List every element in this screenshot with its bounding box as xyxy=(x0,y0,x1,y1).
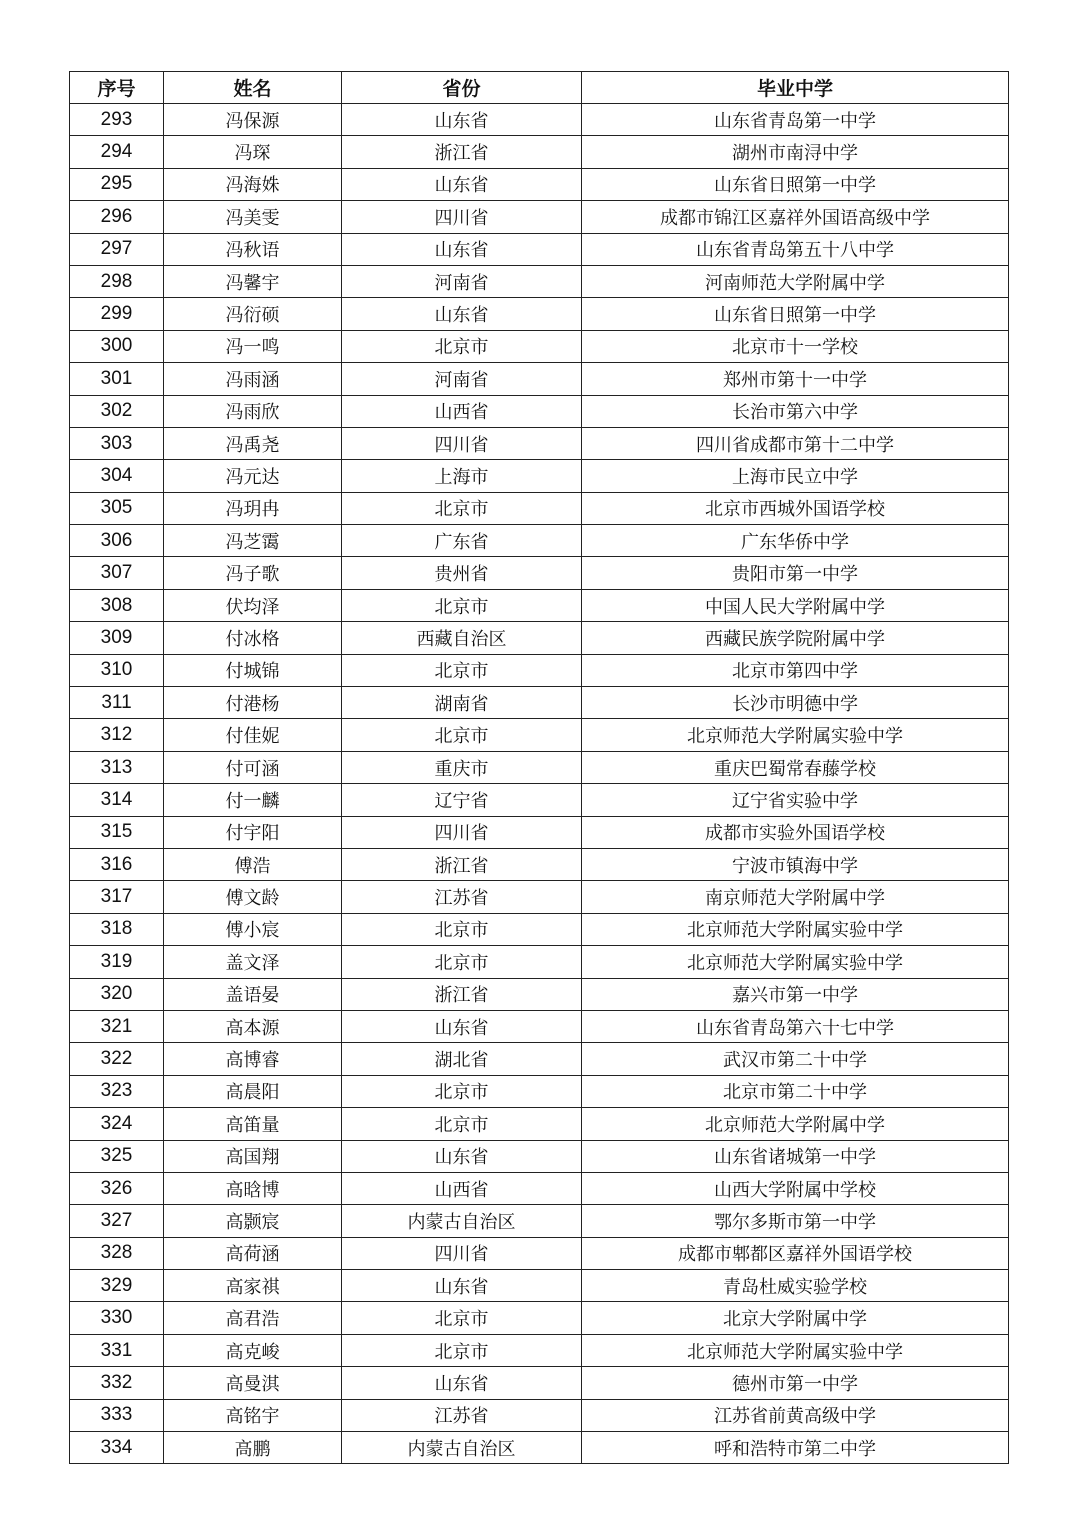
table-row xyxy=(70,881,1009,913)
cell-name: 付港杨 xyxy=(164,687,342,719)
table-row xyxy=(70,1399,1009,1431)
cell-school: 北京市第四中学 xyxy=(582,654,1009,686)
cell-index: 295 xyxy=(70,168,164,200)
cell-province: 内蒙古自治区 xyxy=(342,1432,582,1464)
cell-index: 331 xyxy=(70,1334,164,1366)
cell-province: 北京市 xyxy=(342,1108,582,1140)
cell-index: 311 xyxy=(70,687,164,719)
table-row xyxy=(70,946,1009,978)
cell-index: 333 xyxy=(70,1399,164,1431)
cell-index: 324 xyxy=(70,1108,164,1140)
cell-province: 北京市 xyxy=(342,1334,582,1366)
cell-name: 高晗博 xyxy=(164,1172,342,1204)
cell-school: 北京师范大学附属实验中学 xyxy=(582,913,1009,945)
table-row xyxy=(70,460,1009,492)
cell-index: 312 xyxy=(70,719,164,751)
cell-province: 山东省 xyxy=(342,104,582,136)
cell-school: 山东省青岛第六十七中学 xyxy=(582,1010,1009,1042)
cell-province: 上海市 xyxy=(342,460,582,492)
cell-school: 广东华侨中学 xyxy=(582,525,1009,557)
cell-school: 辽宁省实验中学 xyxy=(582,784,1009,816)
cell-province: 四川省 xyxy=(342,201,582,233)
cell-school: 宁波市镇海中学 xyxy=(582,848,1009,880)
table-row xyxy=(70,395,1009,427)
table-row xyxy=(70,816,1009,848)
cell-name: 冯禹尧 xyxy=(164,427,342,459)
cell-province: 内蒙古自治区 xyxy=(342,1205,582,1237)
cell-province: 北京市 xyxy=(342,913,582,945)
cell-name: 傅浩 xyxy=(164,848,342,880)
cell-index: 316 xyxy=(70,848,164,880)
cell-name: 高颢宸 xyxy=(164,1205,342,1237)
table-row xyxy=(70,201,1009,233)
cell-province: 湖北省 xyxy=(342,1043,582,1075)
cell-province: 河南省 xyxy=(342,363,582,395)
cell-province: 广东省 xyxy=(342,525,582,557)
cell-school: 中国人民大学附属中学 xyxy=(582,589,1009,621)
cell-school: 鄂尔多斯市第一中学 xyxy=(582,1205,1009,1237)
cell-name: 高本源 xyxy=(164,1010,342,1042)
cell-school: 山东省日照第一中学 xyxy=(582,298,1009,330)
table-row xyxy=(70,751,1009,783)
cell-province: 山东省 xyxy=(342,233,582,265)
cell-province: 北京市 xyxy=(342,719,582,751)
cell-name: 高家祺 xyxy=(164,1270,342,1302)
table-row xyxy=(70,654,1009,686)
header-name: 姓名 xyxy=(164,72,342,104)
table-row xyxy=(70,784,1009,816)
table-row xyxy=(70,1432,1009,1464)
header-school: 毕业中学 xyxy=(582,72,1009,104)
cell-name: 高荷涵 xyxy=(164,1237,342,1269)
table-row xyxy=(70,1237,1009,1269)
cell-name: 高晨阳 xyxy=(164,1075,342,1107)
cell-index: 302 xyxy=(70,395,164,427)
cell-province: 贵州省 xyxy=(342,557,582,589)
cell-school: 北京大学附属中学 xyxy=(582,1302,1009,1334)
cell-school: 成都市郫都区嘉祥外国语学校 xyxy=(582,1237,1009,1269)
cell-index: 297 xyxy=(70,233,164,265)
table-row xyxy=(70,1205,1009,1237)
cell-province: 西藏自治区 xyxy=(342,622,582,654)
cell-school: 武汉市第二十中学 xyxy=(582,1043,1009,1075)
cell-school: 北京市第二十中学 xyxy=(582,1075,1009,1107)
cell-school: 北京师范大学附属实验中学 xyxy=(582,719,1009,751)
cell-school: 山东省日照第一中学 xyxy=(582,168,1009,200)
cell-province: 辽宁省 xyxy=(342,784,582,816)
cell-index: 307 xyxy=(70,557,164,589)
cell-school: 郑州市第十一中学 xyxy=(582,363,1009,395)
cell-school: 青岛杜威实验学校 xyxy=(582,1270,1009,1302)
table-row xyxy=(70,1108,1009,1140)
cell-name: 冯馨宇 xyxy=(164,265,342,297)
table-body xyxy=(70,104,1009,1464)
cell-school: 江苏省前黄高级中学 xyxy=(582,1399,1009,1431)
table-row xyxy=(70,492,1009,524)
cell-school: 德州市第一中学 xyxy=(582,1367,1009,1399)
cell-index: 320 xyxy=(70,978,164,1010)
cell-name: 盖语晏 xyxy=(164,978,342,1010)
cell-name: 高克峻 xyxy=(164,1334,342,1366)
cell-name: 冯雨涵 xyxy=(164,363,342,395)
cell-name: 高铭宇 xyxy=(164,1399,342,1431)
cell-province: 北京市 xyxy=(342,946,582,978)
cell-name: 高国翔 xyxy=(164,1140,342,1172)
cell-index: 318 xyxy=(70,913,164,945)
cell-province: 山西省 xyxy=(342,1172,582,1204)
cell-province: 重庆市 xyxy=(342,751,582,783)
table-row xyxy=(70,104,1009,136)
cell-index: 334 xyxy=(70,1432,164,1464)
cell-index: 326 xyxy=(70,1172,164,1204)
cell-name: 冯芝霭 xyxy=(164,525,342,557)
table-row xyxy=(70,265,1009,297)
cell-province: 江苏省 xyxy=(342,881,582,913)
table-row xyxy=(70,1270,1009,1302)
cell-name: 高博睿 xyxy=(164,1043,342,1075)
cell-school: 成都市实验外国语学校 xyxy=(582,816,1009,848)
cell-province: 北京市 xyxy=(342,1075,582,1107)
cell-name: 冯玥冉 xyxy=(164,492,342,524)
table-row xyxy=(70,525,1009,557)
cell-school: 贵阳市第一中学 xyxy=(582,557,1009,589)
cell-school: 长沙市明德中学 xyxy=(582,687,1009,719)
cell-school: 成都市锦江区嘉祥外国语高级中学 xyxy=(582,201,1009,233)
cell-province: 湖南省 xyxy=(342,687,582,719)
cell-school: 山东省青岛第一中学 xyxy=(582,104,1009,136)
cell-name: 高曼淇 xyxy=(164,1367,342,1399)
cell-province: 北京市 xyxy=(342,330,582,362)
cell-school: 上海市民立中学 xyxy=(582,460,1009,492)
table-row xyxy=(70,848,1009,880)
cell-name: 冯子歌 xyxy=(164,557,342,589)
table-row xyxy=(70,719,1009,751)
table-header-row xyxy=(70,72,1009,104)
cell-name: 冯保源 xyxy=(164,104,342,136)
cell-province: 北京市 xyxy=(342,589,582,621)
cell-school: 呼和浩特市第二中学 xyxy=(582,1432,1009,1464)
table-row xyxy=(70,233,1009,265)
cell-index: 327 xyxy=(70,1205,164,1237)
table-row xyxy=(70,427,1009,459)
cell-school: 长治市第六中学 xyxy=(582,395,1009,427)
cell-school: 山东省诸城第一中学 xyxy=(582,1140,1009,1172)
header-index: 序号 xyxy=(70,72,164,104)
cell-name: 冯雨欣 xyxy=(164,395,342,427)
cell-province: 浙江省 xyxy=(342,978,582,1010)
cell-index: 306 xyxy=(70,525,164,557)
cell-school: 北京师范大学附属实验中学 xyxy=(582,1334,1009,1366)
cell-index: 304 xyxy=(70,460,164,492)
cell-name: 高君浩 xyxy=(164,1302,342,1334)
cell-index: 310 xyxy=(70,654,164,686)
cell-province: 山东省 xyxy=(342,1140,582,1172)
cell-index: 299 xyxy=(70,298,164,330)
cell-school: 西藏民族学院附属中学 xyxy=(582,622,1009,654)
cell-province: 浙江省 xyxy=(342,136,582,168)
cell-index: 330 xyxy=(70,1302,164,1334)
cell-index: 315 xyxy=(70,816,164,848)
table-row xyxy=(70,1043,1009,1075)
table-row xyxy=(70,298,1009,330)
cell-name: 盖文泽 xyxy=(164,946,342,978)
cell-index: 328 xyxy=(70,1237,164,1269)
cell-name: 冯美雯 xyxy=(164,201,342,233)
cell-index: 309 xyxy=(70,622,164,654)
cell-province: 四川省 xyxy=(342,1237,582,1269)
cell-province: 山东省 xyxy=(342,168,582,200)
cell-school: 山西大学附属中学校 xyxy=(582,1172,1009,1204)
cell-name: 伏均泽 xyxy=(164,589,342,621)
table-row xyxy=(70,1010,1009,1042)
cell-name: 付可涵 xyxy=(164,751,342,783)
cell-index: 323 xyxy=(70,1075,164,1107)
cell-name: 冯一鸣 xyxy=(164,330,342,362)
cell-index: 314 xyxy=(70,784,164,816)
cell-school: 南京师范大学附属中学 xyxy=(582,881,1009,913)
table-row xyxy=(70,1172,1009,1204)
cell-province: 四川省 xyxy=(342,427,582,459)
cell-province: 山东省 xyxy=(342,1367,582,1399)
table-row xyxy=(70,1334,1009,1366)
cell-province: 江苏省 xyxy=(342,1399,582,1431)
cell-province: 山东省 xyxy=(342,1010,582,1042)
table-row xyxy=(70,1075,1009,1107)
cell-name: 傅小宸 xyxy=(164,913,342,945)
cell-index: 332 xyxy=(70,1367,164,1399)
cell-school: 嘉兴市第一中学 xyxy=(582,978,1009,1010)
cell-province: 浙江省 xyxy=(342,848,582,880)
cell-name: 傅文龄 xyxy=(164,881,342,913)
cell-name: 冯衍硕 xyxy=(164,298,342,330)
cell-index: 303 xyxy=(70,427,164,459)
cell-name: 付一麟 xyxy=(164,784,342,816)
cell-index: 301 xyxy=(70,363,164,395)
cell-name: 冯秋语 xyxy=(164,233,342,265)
table-row xyxy=(70,1140,1009,1172)
cell-index: 305 xyxy=(70,492,164,524)
cell-province: 北京市 xyxy=(342,654,582,686)
cell-province: 山东省 xyxy=(342,1270,582,1302)
cell-school: 山东省青岛第五十八中学 xyxy=(582,233,1009,265)
cell-index: 300 xyxy=(70,330,164,362)
cell-index: 319 xyxy=(70,946,164,978)
header-province: 省份 xyxy=(342,72,582,104)
table-row xyxy=(70,168,1009,200)
cell-province: 北京市 xyxy=(342,492,582,524)
cell-name: 高鹏 xyxy=(164,1432,342,1464)
cell-index: 329 xyxy=(70,1270,164,1302)
cell-school: 北京市西城外国语学校 xyxy=(582,492,1009,524)
cell-index: 313 xyxy=(70,751,164,783)
cell-index: 317 xyxy=(70,881,164,913)
table-row xyxy=(70,589,1009,621)
table-row xyxy=(70,330,1009,362)
cell-name: 付宇阳 xyxy=(164,816,342,848)
cell-index: 293 xyxy=(70,104,164,136)
table-row xyxy=(70,557,1009,589)
cell-school: 河南师范大学附属中学 xyxy=(582,265,1009,297)
student-list-table xyxy=(69,71,1009,1464)
cell-name: 付冰格 xyxy=(164,622,342,654)
table-row xyxy=(70,622,1009,654)
cell-school: 北京市十一学校 xyxy=(582,330,1009,362)
table-row xyxy=(70,978,1009,1010)
cell-province: 四川省 xyxy=(342,816,582,848)
cell-province: 山东省 xyxy=(342,298,582,330)
cell-name: 冯元达 xyxy=(164,460,342,492)
cell-index: 321 xyxy=(70,1010,164,1042)
cell-index: 322 xyxy=(70,1043,164,1075)
cell-school: 四川省成都市第十二中学 xyxy=(582,427,1009,459)
cell-school: 湖州市南浔中学 xyxy=(582,136,1009,168)
cell-name: 冯海姝 xyxy=(164,168,342,200)
cell-school: 重庆巴蜀常春藤学校 xyxy=(582,751,1009,783)
cell-province: 北京市 xyxy=(342,1302,582,1334)
cell-name: 付佳妮 xyxy=(164,719,342,751)
table-row xyxy=(70,363,1009,395)
cell-index: 308 xyxy=(70,589,164,621)
cell-school: 北京师范大学附属中学 xyxy=(582,1108,1009,1140)
cell-name: 冯琛 xyxy=(164,136,342,168)
cell-school: 北京师范大学附属实验中学 xyxy=(582,946,1009,978)
table-row xyxy=(70,1367,1009,1399)
cell-province: 河南省 xyxy=(342,265,582,297)
cell-name: 高笛量 xyxy=(164,1108,342,1140)
cell-index: 294 xyxy=(70,136,164,168)
table-row xyxy=(70,1302,1009,1334)
table-row xyxy=(70,136,1009,168)
cell-index: 298 xyxy=(70,265,164,297)
table-row xyxy=(70,687,1009,719)
cell-index: 296 xyxy=(70,201,164,233)
cell-index: 325 xyxy=(70,1140,164,1172)
cell-name: 付城锦 xyxy=(164,654,342,686)
table-row xyxy=(70,913,1009,945)
cell-province: 山西省 xyxy=(342,395,582,427)
